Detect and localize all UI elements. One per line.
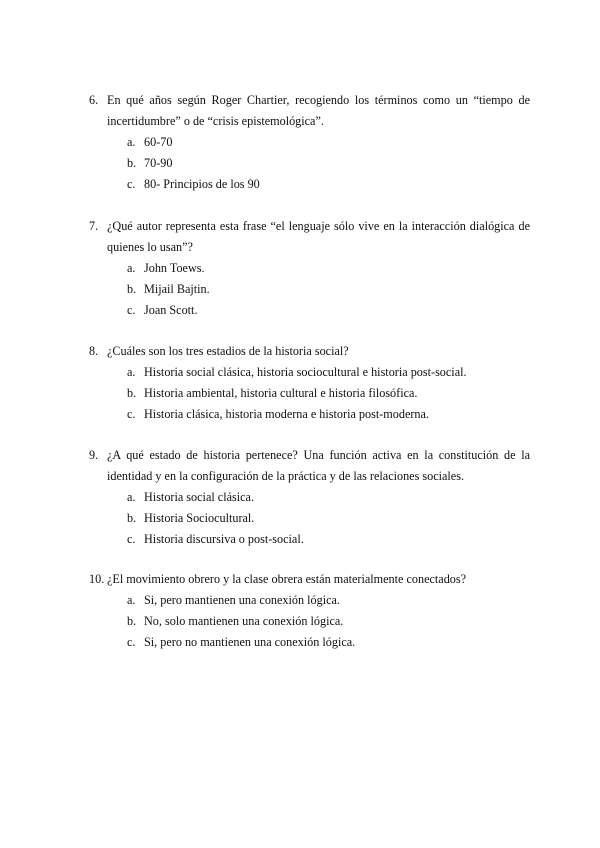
question-7	[89, 216, 530, 321]
option-c	[89, 529, 530, 550]
question-number: 9.	[89, 448, 99, 462]
question-text: ¿El movimiento obrero y la clase obrera están materialmente conectados?	[107, 572, 467, 586]
question-10	[89, 569, 530, 653]
option-letter: a.	[127, 593, 136, 607]
option-letter: b.	[127, 156, 137, 170]
option-text: Historia ambiental, historia cultural e historia filosófica.	[144, 386, 418, 400]
option-text: Historia discursiva o post-social.	[144, 532, 304, 546]
option-letter: a.	[127, 490, 136, 504]
option-list	[89, 487, 530, 550]
option-text: Si, pero mantienen una conexión lógica.	[144, 593, 340, 607]
option-c	[89, 300, 530, 321]
option-text: John Toews.	[144, 261, 205, 275]
option-list	[89, 590, 530, 653]
question-6	[89, 90, 530, 195]
option-b	[89, 279, 530, 300]
option-list	[89, 258, 530, 321]
option-text: Historia clásica, historia moderna e historia post-moderna.	[144, 407, 429, 421]
option-a	[89, 487, 530, 508]
option-text: Joan Scott.	[144, 303, 198, 317]
option-letter: c.	[127, 303, 136, 317]
option-b	[89, 611, 530, 632]
question-number: 6.	[89, 93, 99, 107]
option-letter: b.	[127, 282, 137, 296]
option-list	[89, 132, 530, 195]
option-text: No, solo mantienen una conexión lógica.	[144, 614, 344, 628]
option-b	[89, 383, 530, 404]
question-text: ¿A qué estado de historia pertenece? Una función activa en la constitución de la identidad y en la configuración de la práctica y de las relaciones sociales.	[107, 448, 530, 483]
question-text: ¿Qué autor representa esta frase “el lenguaje sólo vive en la interacción dialógica de quienes lo usan”?	[107, 219, 530, 254]
option-a	[89, 362, 530, 383]
question-9	[89, 445, 530, 550]
option-b	[89, 153, 530, 174]
question-text: ¿Cuáles son los tres estadios de la historia social?	[107, 344, 349, 358]
option-text: 60-70	[144, 135, 173, 149]
option-list	[89, 362, 530, 425]
question-number: 10.	[89, 572, 105, 586]
option-text: Historia Sociocultural.	[144, 511, 255, 525]
option-text: Historia social clásica, historia sociocultural e historia post-social.	[144, 365, 467, 379]
option-letter: b.	[127, 386, 137, 400]
option-letter: a.	[127, 261, 136, 275]
option-a	[89, 132, 530, 153]
option-letter: c.	[127, 635, 136, 649]
option-text: 80- Principios de los 90	[144, 177, 260, 191]
option-a	[89, 258, 530, 279]
option-c	[89, 632, 530, 653]
question-8	[89, 341, 530, 425]
option-b	[89, 508, 530, 529]
option-c	[89, 174, 530, 195]
question-text: En qué años según Roger Chartier, recogiendo los términos como un “tiempo de incertidumbre” o de “crisis epistemológica”.	[107, 93, 530, 128]
option-a	[89, 590, 530, 611]
option-letter: a.	[127, 135, 136, 149]
option-text: Si, pero no mantienen una conexión lógica.	[144, 635, 356, 649]
option-text: 70-90	[144, 156, 173, 170]
option-letter: c.	[127, 407, 136, 421]
option-letter: a.	[127, 365, 136, 379]
option-letter: b.	[127, 614, 137, 628]
option-text: Mijail Bajtin.	[144, 282, 210, 296]
option-text: Historia social clásica.	[144, 490, 254, 504]
option-letter: c.	[127, 177, 136, 191]
option-letter: c.	[127, 532, 136, 546]
question-number: 7.	[89, 219, 99, 233]
option-c	[89, 404, 530, 425]
option-letter: b.	[127, 511, 137, 525]
question-number: 8.	[89, 344, 99, 358]
